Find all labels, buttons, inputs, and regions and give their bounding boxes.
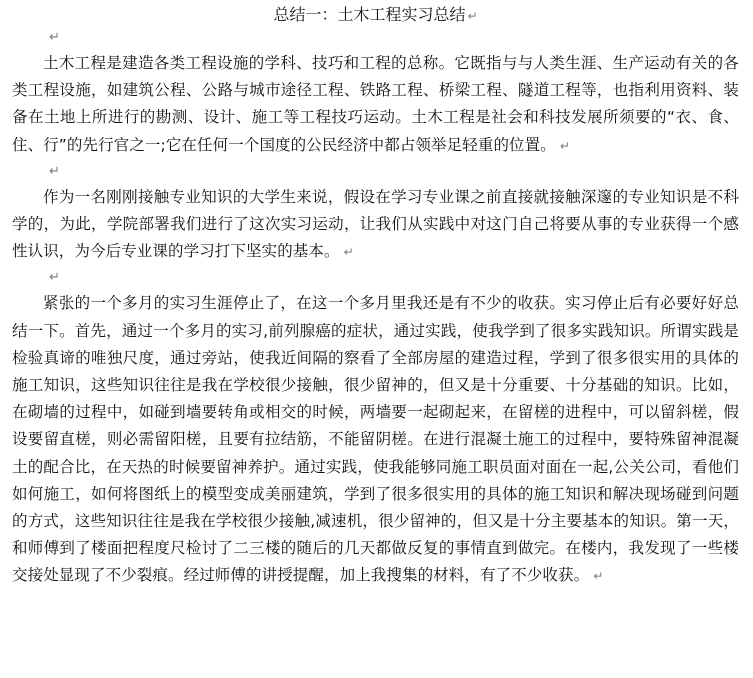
paragraph-1-text: 土木工程是建造各类工程设施的学科、技巧和工程的总称。它既指与与人类生涯、生产运动有关的各类工程设施，如建筑公程、公路与城市途径工程、铁路工程、桥梁工程、隧道工程等，也指利用资料、装备在土地上所进行的勘测、设计、施工等工程技巧运动。土木工程是社会和科技发展所须要的“衣、食、住、行”的先行官之一;它在任何一个国度的公民经济中都占领举足轻重的位置。: [12, 54, 739, 154]
document-title-text: 总结一：土木工程实习总结: [273, 5, 466, 24]
paragraph-mark-icon: ↵: [593, 569, 604, 584]
document-title: [12, 4, 739, 26]
paragraph-mark-icon: ↵: [467, 9, 478, 23]
empty-line: [12, 160, 739, 184]
paragraph-mark-icon: ↵: [559, 138, 571, 153]
paragraph-2-text: 作为一名刚刚接触专业知识的大学生来说，假设在学习专业课之前直接就接触深邃的专业知识是不科学的，为此，学院部署我们进行了这次实习运动，让我们从实践中对这门自己将要从事的专业获得一个感性认识，为今后专业课的学习打下坚实的基本。: [12, 187, 739, 261]
paragraph-mark-icon: ↵: [343, 245, 354, 260]
paragraph-3: [12, 290, 739, 590]
paragraph-mark-icon: ↵: [49, 163, 60, 179]
paragraph-mark-icon: ↵: [49, 30, 60, 45]
empty-line: [12, 26, 739, 50]
paragraph-2: [12, 184, 739, 267]
paragraph-3-text: 紧张的一个多月的实习生涯停止了，在这一个多月里我还是有不少的收获。实习停止后有必要好好总结一下。首先，通过一个多月的实习,前列腺癌的症状，通过实践，使我学到了很多实践知识。所谓实践是检验真谛的唯独尺度，通过旁站，使我近间隔的察看了全部房屋的建造过程，学到了很多很实用的具体的施工知识，这些知识往往是我在学校很少接触，很少留神的，但又是十分重要、十分基础的知识。比如，在砌墙的过程中，如碰到墙要转角或相交的时候，两墙要一起砌起来，在留槎的进程中，可以留斜槎，假设要留直槎，则必需留阳槎，且要有拉结筋，不能留阴槎。在进行混凝土施工的过程中，要特殊留神混凝土的配合比，在天热的时候要留神养护。通过实践，使我能够同施工职员面对面在一起,公关公司，看他们如何施工，如何将图纸上的模型变成美丽建筑，学到了很多很实用的具体的施工知识和解决现场碰到问题的方式，这些知识往往是我在学校很少接触,减速机，很少留神的，但又是十分主要基本的知识。第一天，和师傅到了楼面把程度尺检讨了二三楼的随后的几天都做反复的事情直到做完。在楼内，我发现了一些楼交接处显现了不少裂痕。经过师傅的讲授提醒，加上我搜集的材料，有了不少收获。: [12, 294, 739, 585]
paragraph-mark-icon: ↵: [49, 270, 60, 286]
paragraph-1: [12, 50, 739, 160]
empty-line: [12, 266, 739, 290]
